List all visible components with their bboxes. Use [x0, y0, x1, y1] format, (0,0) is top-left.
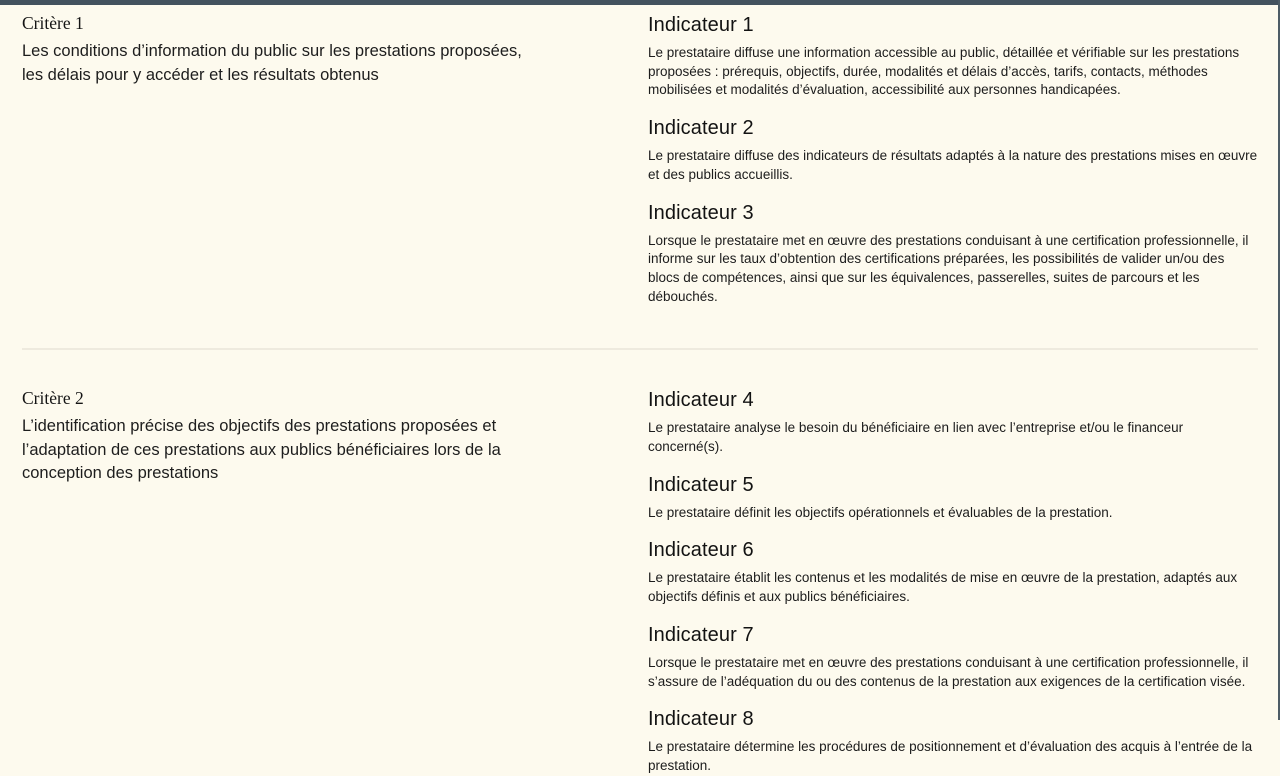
indicator-6-text: Le prestataire établit les contenus et les modalités de mise en œuvre de la prestation, adaptés aux objectifs définis et aux publics bénéficiaires. [648, 570, 1238, 605]
indicator-2 [648, 114, 1258, 184]
main-content [0, 5, 1280, 776]
criterion-2-indicators [648, 386, 1258, 775]
indicator-3-title: Indicateur 3 [648, 201, 754, 224]
criterion-section-2 [22, 350, 1258, 775]
indicator-3 [648, 199, 1258, 307]
indicator-4 [648, 386, 1258, 456]
indicator-4-text: Le prestataire analyse le besoin du bénéficiaire en lien avec l’entreprise et/ou le financeur concerné(s). [648, 420, 1184, 455]
indicator-8 [648, 705, 1258, 775]
criterion-1-column [22, 11, 648, 87]
criterion-2-description: L’identification précise des objectifs des prestations proposées et l’adaptation de ces prestations aux publics bénéficiaires lors de la conception des prestations [22, 417, 501, 483]
indicator-5 [648, 471, 1258, 523]
indicator-2-text: Le prestataire diffuse des indicateurs de résultats adaptés à la nature des prestations mises en œuvre et des publics accueillis. [648, 148, 1258, 182]
indicator-1-text: Le prestataire diffuse une information accessible au public, détaillée et vérifiable sur les prestations proposées : prérequis, objectifs, durée, modalités et délais d’accès, tarifs, contacts, méthodes mobilisées et modalités d’évaluation, accessibilité aux personnes handicapées. [648, 45, 1240, 98]
indicator-5-text: Le prestataire définit les objectifs opérationnels et évaluables de la prestation. [648, 504, 1113, 520]
criterion-2-column [22, 386, 648, 486]
criterion-2-label: Critère 2 [22, 388, 84, 409]
criterion-1-indicators [648, 11, 1258, 306]
indicator-3-text: Lorsque le prestataire met en œuvre des prestations conduisant à une certification professionnelle, il informe sur les taux d’obtention des certifications préparées, les possibilités de valider un/ou des blocs de compétences, ainsi que sur les équivalences, passerelles, suites de parcours et les débouchés. [648, 232, 1249, 304]
indicator-6 [648, 536, 1258, 606]
indicator-2-title: Indicateur 2 [648, 117, 754, 140]
indicator-1 [648, 11, 1258, 100]
criterion-1-description: Les conditions d’information du public sur les prestations proposées, les délais pour y accéder et les résultats obtenus [22, 42, 522, 84]
indicator-7-title: Indicateur 7 [648, 623, 754, 646]
indicator-1-title: Indicateur 1 [648, 14, 754, 36]
criterion-1-label: Critère 1 [22, 13, 84, 33]
indicator-7-text: Lorsque le prestataire met en œuvre des prestations conduisant à une certification professionnelle, il s’assure de l’adéquation du ou des contenus de la prestation aux exigences de la certification visée. [648, 654, 1249, 689]
indicator-8-text: Le prestataire détermine les procédures de positionnement et d’évaluation des acquis à l’entrée de la prestation. [648, 739, 1253, 773]
indicator-5-title: Indicateur 5 [648, 473, 754, 496]
indicator-7 [648, 621, 1258, 691]
indicator-6-title: Indicateur 6 [648, 539, 754, 562]
indicator-8-title: Indicateur 8 [648, 708, 754, 731]
criterion-section-1 [22, 5, 1258, 350]
indicator-4-title: Indicateur 4 [648, 389, 754, 412]
